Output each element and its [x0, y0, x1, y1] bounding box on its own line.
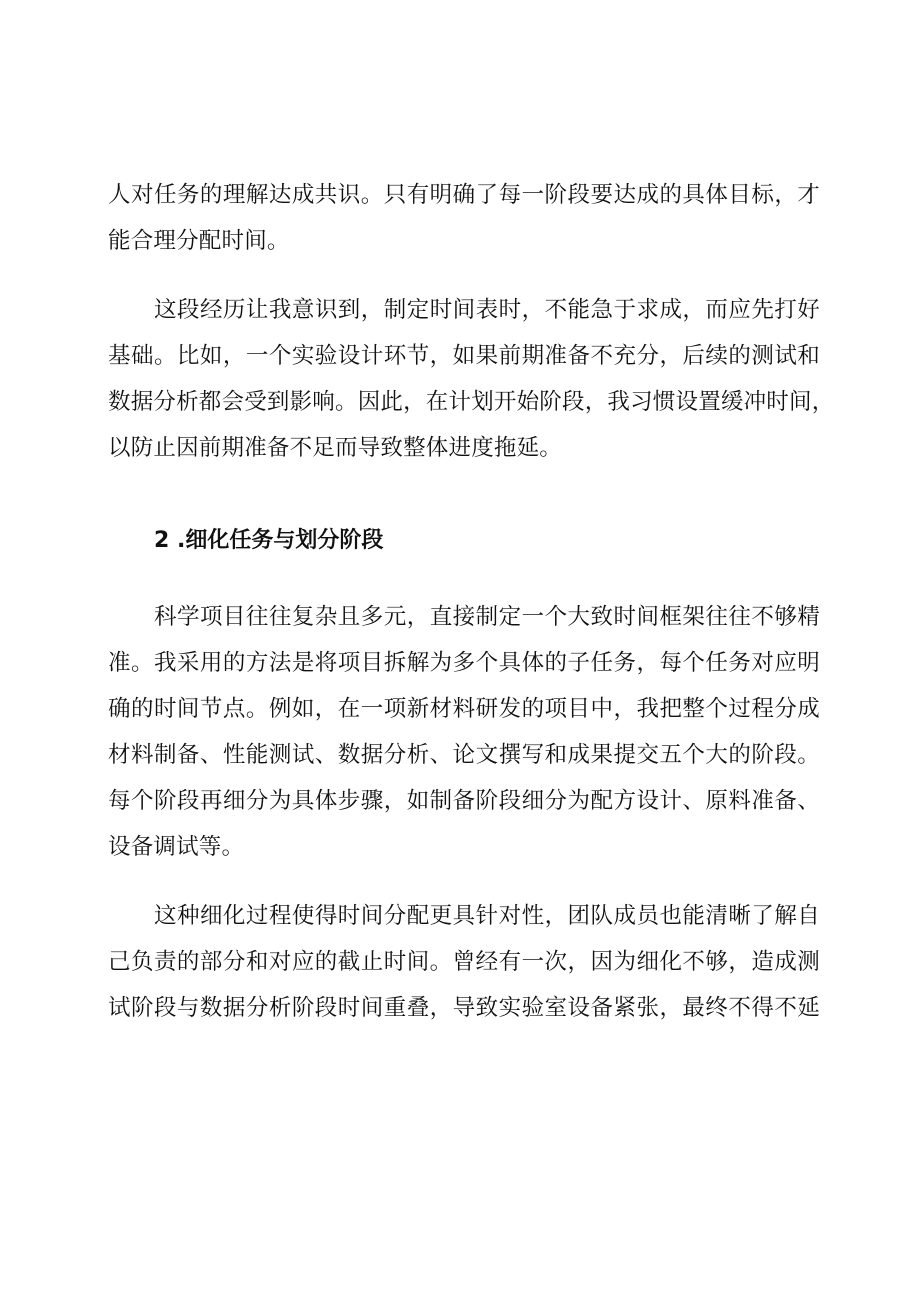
paragraph-2-line-4: 以防止因前期准备不足而导致整体进度拖延。 [108, 435, 563, 461]
paragraph-3-line-5: 每个阶段再细分为具体步骤，如制备阶段细分为配方设计、原料准备、 [108, 788, 820, 814]
paragraph-4-line-2: 己负责的部分和对应的截止时间。曾经有一次，因为细化不够，造成测 [108, 949, 820, 975]
paragraph-1-line-2: 能合理分配时间。 [108, 228, 290, 254]
paragraph-2-line-3: 数据分析都会受到影响。因此，在计划开始阶段，我习惯设置缓冲时间， [108, 389, 835, 415]
paragraph-2-line-1: 这段经历让我意识到，制定时间表时，不能急于求成，而应先打好 [154, 297, 820, 323]
paragraph-1-line-1: 人对任务的理解达成共识。只有明确了每一阶段要达成的具体目标，才 [108, 182, 820, 208]
paragraph-2-line-2: 基础。比如，一个实验设计环节，如果前期准备不充分，后续的测试和 [108, 343, 820, 369]
paragraph-3-line-2: 准。我采用的方法是将项目拆解为多个具体的子任务，每个任务对应明 [108, 650, 820, 676]
paragraph-3-line-1: 科学项目往往复杂且多元，直接制定一个大致时间框架往往不够精 [154, 604, 820, 630]
paragraph-4-line-3: 试阶段与数据分析阶段时间重叠，导致实验室设备紧张，最终不得不延 [108, 995, 820, 1021]
paragraph-3-line-3: 确的时间节点。例如，在一项新材料研发的项目中，我把整个过程分成 [108, 696, 820, 722]
paragraph-3-line-6: 设备调试等。 [108, 834, 245, 860]
section-heading: 2 .细化任务与划分阶段 [154, 528, 384, 553]
paragraph-4-line-1: 这种细化过程使得时间分配更具针对性，团队成员也能清晰了解自 [154, 903, 820, 929]
paragraph-3-line-4: 材料制备、性能测试、数据分析、论文撰写和成果提交五个大的阶段。 [108, 742, 820, 768]
